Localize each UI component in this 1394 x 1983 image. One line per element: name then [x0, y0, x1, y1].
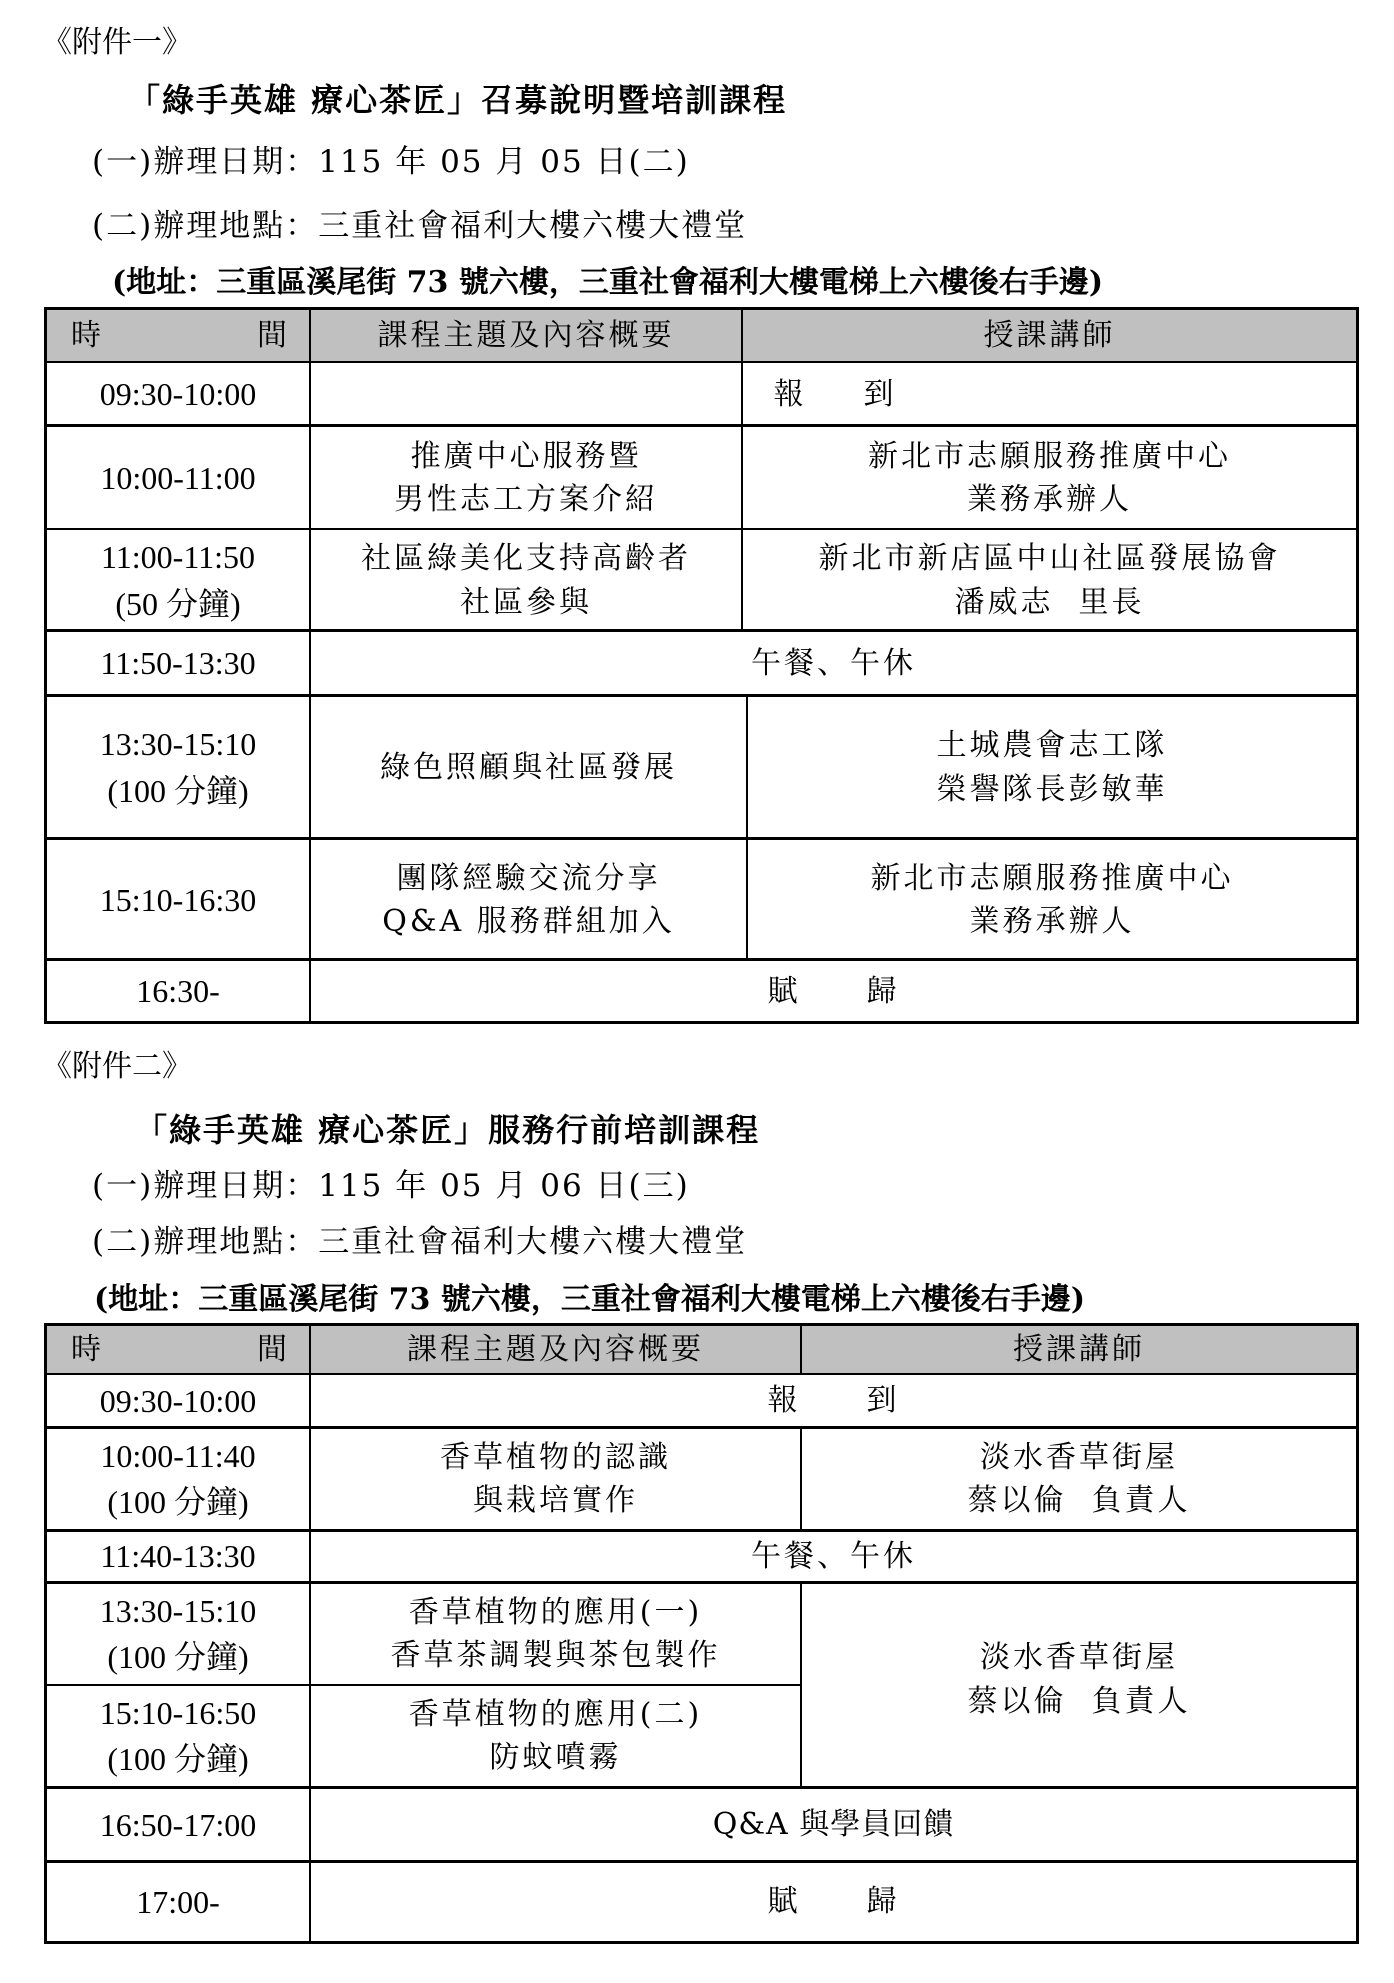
annex2-label: 《附件二》 [42, 1049, 192, 1084]
speaker-line: 淡水香草街屋 [980, 1640, 1178, 1675]
row-divider [47, 958, 1356, 961]
col-divider [800, 1326, 802, 1373]
table-row-2-speaker [802, 1429, 1356, 1529]
duration-text: (100 分鐘) [107, 1639, 249, 1675]
row-divider [47, 1786, 1356, 1789]
col-divider [309, 1326, 311, 1941]
table-row-6-merged: Q&A 與學員回饋 [712, 1807, 955, 1843]
time-text: 15:10-16:50 [99, 1694, 257, 1731]
table-row-4-time [47, 1584, 309, 1684]
speaker-line: 榮譽隊長彭敏華 [936, 771, 1168, 807]
table-row-3-time [47, 1531, 309, 1582]
col-divider [800, 1427, 802, 1530]
speaker-line: 業務承辦人 [967, 482, 1132, 517]
annex1-schedule-table [44, 307, 1359, 1024]
table-row-4-topic [311, 1584, 800, 1684]
topic-line: Q&A 服務群組加入 [382, 904, 675, 939]
speaker-line: 蔡以倫 負責人 [967, 1683, 1191, 1719]
table-row-1-merged: 報 到 [773, 376, 894, 412]
row-divider [47, 1426, 1356, 1429]
table-row-4-merged: 午餐、午休 [751, 645, 916, 681]
table-row-5-time [47, 697, 309, 838]
header-time-b: 間 [257, 1331, 287, 1367]
table-row-5-topic [311, 697, 746, 838]
time-text: 16:30- [136, 973, 220, 1010]
annex2-title: 「綠手英雄 療心茶匠」服務行前培訓課程 [135, 1111, 761, 1149]
duration-text: (50 分鐘) [115, 585, 241, 622]
row-divider [47, 837, 1356, 840]
annex1-label: 《附件一》 [42, 25, 192, 60]
time-text: 10:00-11:40 [100, 1437, 256, 1474]
col-divider [741, 310, 743, 631]
time-text: 09:30-10:00 [99, 1382, 257, 1419]
time-text: 11:40-13:30 [100, 1538, 256, 1575]
table-row-2-topic [311, 1429, 800, 1529]
table-row-7-merged: 賦 歸 [767, 973, 900, 1009]
topic-line: 社區參與 [460, 584, 592, 620]
table-row-6-topic [311, 840, 746, 960]
time-text: 11:00-11:50 [100, 539, 256, 576]
table-row-3-speaker [743, 530, 1356, 631]
row-divider [47, 1529, 1356, 1532]
topic-line: 男性志工方案介紹 [394, 482, 658, 517]
header-topic: 課程主題及內容概要 [311, 1326, 800, 1373]
annex1-date: (一)辦理日期：115 年 05 月 05 日(二) [92, 144, 690, 180]
annex2-address: (地址：三重區溪尾街 73 號六樓，三重社會福利大樓電梯上六樓後右手邊) [94, 1282, 1086, 1317]
header-speaker: 授課講師 [802, 1326, 1356, 1373]
time-text: 13:30-15:10 [99, 1592, 257, 1629]
topic-line: 社區綠美化支持高齡者 [361, 541, 691, 576]
row-divider [47, 424, 1356, 427]
time-text: 09:30-10:00 [99, 376, 257, 413]
annex2-schedule-table [44, 1323, 1359, 1944]
row-divider [47, 528, 1356, 530]
table-row-2-speaker [743, 427, 1356, 529]
table-row-7-merged: 賦 歸 [767, 1884, 900, 1920]
time-text: 16:50-17:00 [99, 1806, 257, 1843]
topic-line: 香草茶調製與茶包製作 [390, 1638, 721, 1673]
annex1-location: (二)辦理地點：三重社會福利大樓六樓大禮堂 [92, 208, 748, 244]
header-time [47, 310, 309, 362]
time-text: 11:50-13:30 [100, 645, 256, 682]
table-row-7-time [47, 1863, 309, 1941]
topic-line: 香草植物的應用(二) [408, 1696, 703, 1732]
speaker-line: 潘威志 里長 [954, 584, 1145, 620]
table-row-3-merged: 午餐、午休 [751, 1538, 916, 1574]
topic-line: 綠色照顧與社區發展 [380, 749, 677, 785]
table-row-5-topic [311, 1686, 800, 1786]
topic-line: 團隊經驗交流分享 [396, 860, 661, 896]
table-row-5-speaker [748, 697, 1356, 838]
topic-line: 與栽培實作 [473, 1483, 638, 1518]
table-rows-4-5-speaker [802, 1584, 1356, 1786]
topic-line: 防蚊噴霧 [489, 1740, 622, 1775]
speaker-line: 新北市志願服務推廣中心 [870, 860, 1234, 896]
time-text: 13:30-15:10 [99, 726, 257, 763]
row-divider [47, 1860, 1356, 1863]
table-row-3-time [47, 530, 309, 631]
speaker-line: 淡水香草街屋 [980, 1439, 1178, 1475]
annex2-location: (二)辦理地點：三重社會福利大樓六樓大禮堂 [92, 1224, 748, 1260]
table-row-1-time [47, 363, 309, 426]
table-row-5-time [47, 1686, 309, 1786]
table-row-6-time [47, 1789, 309, 1861]
header-time-a: 時 [71, 318, 101, 354]
table-row-4-time [47, 632, 309, 695]
col-divider [746, 695, 748, 961]
header-time-a: 時 [71, 1331, 101, 1367]
row-divider [47, 1373, 1356, 1375]
annex2-date: (一)辦理日期：115 年 05 月 06 日(三) [92, 1168, 690, 1204]
time-text: 17:00- [136, 1883, 220, 1920]
time-text: 15:10-16:30 [99, 881, 257, 918]
header-time [47, 1326, 309, 1373]
duration-text: (100 分鐘) [107, 1741, 249, 1777]
table-row-1-time [47, 1375, 309, 1427]
col-divider [309, 310, 311, 1021]
row-divider [47, 694, 1356, 697]
duration-text: (100 分鐘) [107, 772, 249, 809]
table-row-2-topic [311, 427, 741, 529]
table-row-7-time [47, 962, 309, 1021]
speaker-line: 新北市新店區中山社區發展協會 [818, 541, 1281, 576]
header-speaker: 授課講師 [743, 310, 1356, 362]
time-text: 10:00-11:00 [100, 459, 256, 496]
table-row-6-speaker [748, 840, 1356, 960]
topic-line: 香草植物的認識 [440, 1439, 671, 1475]
speaker-line: 新北市志願服務推廣中心 [868, 438, 1231, 474]
table-row-2-time [47, 427, 309, 529]
row-divider [47, 1684, 802, 1686]
annex1-address: (地址：三重區溪尾街 73 號六樓，三重社會福利大樓電梯上六樓後右手邊) [112, 265, 1104, 300]
table-row-3-topic [311, 530, 741, 631]
table-row-2-time [47, 1429, 309, 1529]
speaker-line: 土城農會志工隊 [936, 728, 1168, 763]
topic-line: 香草植物的應用(一) [408, 1594, 703, 1630]
speaker-line: 業務承辦人 [969, 904, 1135, 939]
row-divider [47, 361, 1356, 363]
row-divider [47, 1581, 1356, 1584]
header-topic: 課程主題及內容概要 [311, 310, 741, 362]
topic-line: 推廣中心服務暨 [410, 438, 642, 474]
table-row-6-time [47, 840, 309, 960]
row-divider [47, 629, 1356, 632]
speaker-line: 蔡以倫 負責人 [967, 1483, 1191, 1518]
duration-text: (100 分鐘) [107, 1484, 249, 1520]
table-row-1-merged: 報 到 [767, 1383, 900, 1419]
annex1-title: 「綠手英雄 療心茶匠」召募說明暨培訓課程 [128, 81, 788, 119]
header-time-b: 間 [257, 318, 287, 354]
